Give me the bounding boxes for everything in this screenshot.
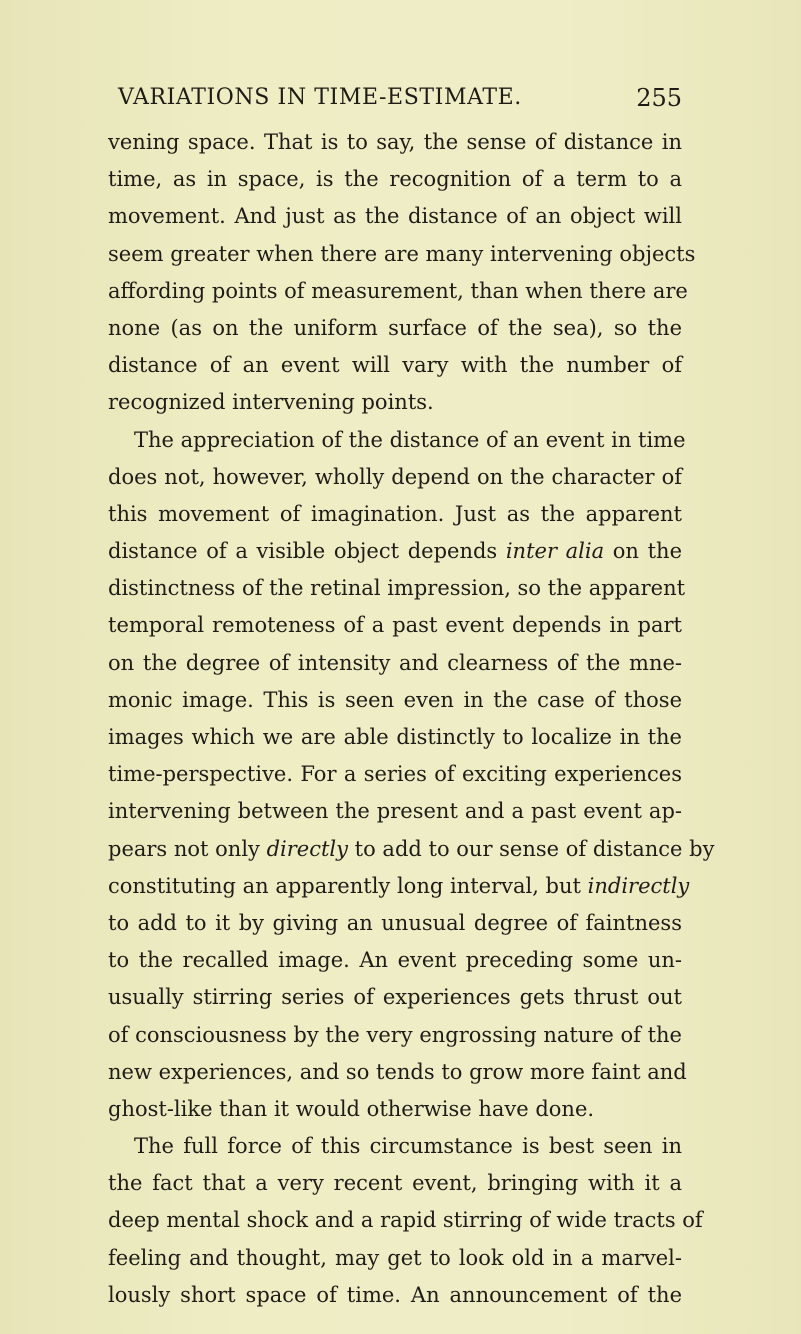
text-segment: affording points of measurement, than when there are bbox=[108, 278, 688, 303]
text-line bbox=[108, 459, 682, 496]
text-line bbox=[108, 198, 682, 235]
text-line bbox=[108, 1240, 682, 1277]
text-line bbox=[108, 1277, 682, 1314]
text-line bbox=[108, 831, 715, 868]
text-line bbox=[108, 1202, 703, 1239]
text-line bbox=[108, 942, 682, 979]
text-line bbox=[108, 719, 682, 756]
text-line bbox=[108, 124, 682, 161]
text-line bbox=[108, 1165, 682, 1202]
text-segment: distance of an event will vary with the number of bbox=[108, 353, 682, 378]
body-text bbox=[108, 124, 715, 1314]
text-segment: pears not only bbox=[108, 836, 267, 861]
text-line bbox=[108, 1091, 682, 1128]
text-segment: distinctness of the retinal impression, so the apparent bbox=[108, 576, 686, 601]
text-segment: lously short space of time. An announcement of the bbox=[108, 1282, 682, 1307]
text-line bbox=[108, 1128, 682, 1165]
text-segment: this movement of imagination. Just as the apparent bbox=[108, 501, 682, 526]
text-segment: none (as on the uniform surface of the sea), so the bbox=[108, 315, 682, 340]
text-line bbox=[108, 273, 688, 310]
text-segment: to the recalled image. An event preceding some un- bbox=[108, 948, 682, 973]
text-segment: time, as in space, is the recognition of a term to a bbox=[108, 167, 682, 192]
italic-text: inter alia bbox=[505, 539, 605, 564]
text-line bbox=[108, 236, 696, 273]
italic-text: directly bbox=[266, 836, 348, 861]
page-number: 255 bbox=[636, 84, 682, 112]
text-segment: ghost-like than it would otherwise have done. bbox=[108, 1096, 595, 1121]
text-segment: recognized intervening points. bbox=[108, 390, 434, 415]
text-line bbox=[108, 384, 682, 421]
text-line bbox=[108, 1054, 687, 1091]
text-segment: seem greater when there are many intervening objects bbox=[108, 241, 696, 266]
text-line bbox=[108, 868, 690, 905]
text-segment: distance of a visible object depends bbox=[108, 539, 506, 564]
text-line bbox=[108, 756, 682, 793]
text-segment: feeling and thought, may get to look old in a marvel- bbox=[108, 1245, 682, 1270]
text-line bbox=[108, 607, 682, 644]
italic-text: indirectly bbox=[587, 873, 690, 898]
text-segment: images which we are able distinctly to localize in the bbox=[108, 725, 682, 749]
text-line bbox=[108, 533, 682, 570]
text-segment: The appreciation of the distance of an event in time bbox=[134, 427, 686, 452]
page-header bbox=[108, 78, 682, 118]
running-head: VARIATIONS IN TIME-ESTIMATE. bbox=[118, 85, 522, 110]
text-segment: does not, however, wholly depend on the character of bbox=[108, 464, 682, 489]
text-line bbox=[108, 905, 682, 942]
text-line bbox=[108, 496, 682, 533]
text-segment: The full force of this circumstance is best seen in bbox=[134, 1134, 682, 1159]
text-segment: new experiences, and so tends to grow more faint and bbox=[108, 1059, 687, 1084]
text-segment: movement. And just as the distance of an object will bbox=[108, 204, 682, 229]
text-line bbox=[108, 1017, 682, 1054]
text-line bbox=[108, 682, 682, 719]
text-line bbox=[108, 310, 682, 347]
text-segment: constituting an apparently long interval, but bbox=[108, 873, 588, 898]
text-segment: of consciousness by the very engrossing nature of the bbox=[108, 1022, 682, 1047]
text-segment: usually stirring series of experiences gets thrust out bbox=[108, 985, 682, 1010]
text-line bbox=[108, 979, 682, 1016]
text-line bbox=[108, 570, 686, 607]
text-segment: to add to it by giving an unusual degree of faintness bbox=[108, 910, 682, 935]
text-segment: vening space. That is to say, the sense of distance in bbox=[108, 130, 682, 154]
text-line bbox=[108, 793, 682, 830]
text-segment: time-perspective. For a series of exciting experiences bbox=[108, 762, 682, 787]
text-line bbox=[108, 422, 686, 459]
text-segment: on the bbox=[604, 539, 682, 564]
text-segment: temporal remoteness of a past event depends in part bbox=[108, 613, 682, 638]
text-segment: deep mental shock and a rapid stirring of wide tracts of bbox=[108, 1208, 703, 1233]
text-segment: monic image. This is seen even in the case of those bbox=[108, 687, 682, 712]
text-line bbox=[108, 347, 682, 384]
text-segment: on the degree of intensity and clearness of the mne- bbox=[108, 650, 682, 675]
text-segment: intervening between the present and a past event ap- bbox=[108, 799, 682, 824]
text-segment: the fact that a very recent event, bringing with it a bbox=[108, 1171, 682, 1196]
text-line bbox=[108, 161, 682, 198]
text-line bbox=[108, 645, 682, 682]
text-segment: to add to our sense of distance by bbox=[348, 836, 715, 861]
